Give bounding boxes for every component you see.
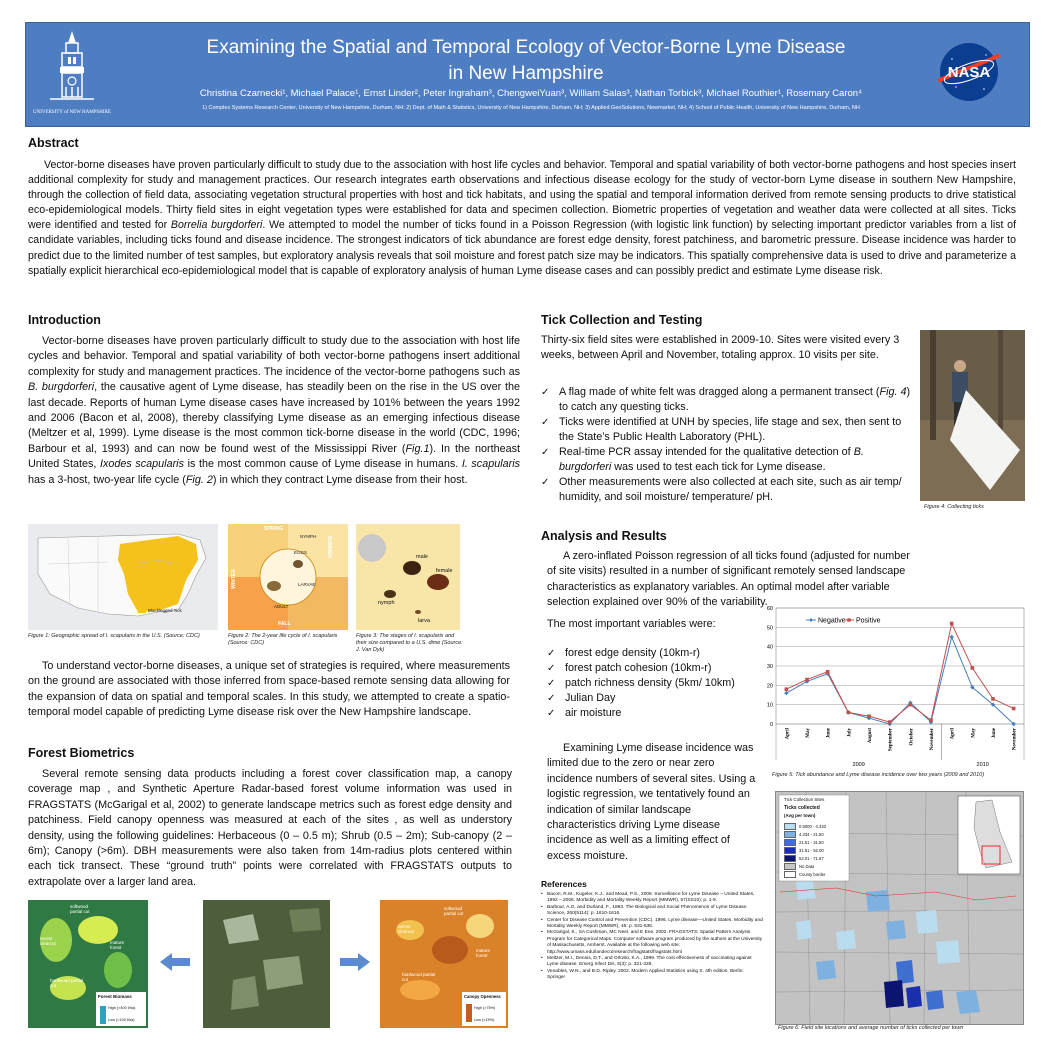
reference-item: • Venables, W.N., and B.D. Ripley. 2002. Modern Applied Statistics using S. 4th edition. Berlin: Springer (541, 969, 763, 982)
list-item-text: forest patch cohesion (10km-r) (565, 662, 712, 674)
x-tick-label: September (888, 728, 894, 752)
x-tick-label: October (909, 728, 915, 746)
check-icon: ✓ (541, 477, 550, 488)
map-legend-label: 52.01 - 71.67 (799, 855, 824, 861)
data-point-positive (888, 720, 892, 724)
map-legend-swatch (784, 871, 796, 878)
list-item-text: air moisture (565, 707, 622, 719)
biomass-map-label: recent clearcut (40, 936, 56, 946)
year-group-label: 2009 (852, 762, 865, 768)
x-tick-label: May (971, 728, 977, 738)
map-legend-swatch (784, 863, 796, 870)
forest-biometrics-text: Several remote sensing data products including a forest cover classification map, a canopy coverage map , and Synthetic Aperture Radar-based forest volume information was used in FRAGSTATS (McGarigal et al, 2002) to generate landscape metrics such as forest edge density and patchiness. Field canopy openness was measured at each of the sites , as well as understory density, using the following guidelines: Herbaceous (0 – 0.5 m); Shrub (0.5 – 2m); Sub-canopy (2 – 6m); Canopy (>6m). DBH measurements were also taken from 14m-radius plots centered within each tick transect. These “ground truth” points were correlated with FRAGSTATS outputs to extrapolate over a larger land area. (28, 768, 512, 888)
abstract-text (28, 158, 1016, 279)
intro-italic: B. burgdorferi (28, 381, 95, 394)
unh-logo (32, 29, 112, 119)
intro-text: Vector-borne diseases have proven particularly difficult to study due to the association with host life cycles and behavior. Temporal and spatial variability of both vector-borne pathogens insert additional complexity for study and management practices. The incidence of the vector-borne pathogens such as (28, 335, 520, 378)
check-icon: ✓ (541, 417, 550, 428)
map-legend-swatch (784, 855, 796, 862)
data-point-positive (805, 678, 809, 682)
map-legend-label: County border (799, 871, 826, 877)
intro-text: ) in which they contract Lyme disease from their host. (212, 473, 468, 486)
fig1-legend-label: Blacklegged Tick (148, 608, 182, 613)
nasa-logo-text: NASA (947, 64, 991, 81)
year-group-label: 2010 (976, 762, 989, 768)
legend-label: Positive (856, 617, 881, 625)
y-tick-label: 40 (766, 644, 773, 651)
references-heading: References (541, 879, 587, 889)
biomass-legend-high: High (>400 t/ha) (108, 1006, 136, 1010)
fig2-label: SUMMER (326, 535, 333, 559)
map-legend-title-2: Ticks collected (784, 805, 820, 811)
data-point-positive (867, 714, 871, 718)
fig3-label: nymph (378, 600, 395, 606)
tick-collection-intro: Thirty-six field sites were established in 2009-10. Sites were visited every 3 weeks, between April and November, totaling approx. 10 visits per site. (541, 334, 900, 362)
intro-text: is the most common cause of Lyme disease in humans. (183, 458, 462, 471)
forest-classification-graphic (203, 900, 330, 1028)
tick-collection-list (541, 385, 913, 505)
intro-italic: Ixodes scapularis (99, 458, 184, 471)
data-point-positive (785, 687, 789, 691)
map-legend-label: 31.51 - 52.00 (799, 847, 824, 853)
list-item-text: Ticks were identified at UNH by species, life stage and sex, then sent to the State’s Public Health Laboratory (PHL). (559, 416, 902, 443)
figure-6-caption: Figure 6: Field site locations and average number of ticks collected per town (778, 1025, 964, 1031)
data-point-positive (971, 666, 975, 670)
figure-1-us-map (28, 524, 218, 630)
analysis-text-1: A zero-inflated Poisson regression of all ticks found (adjusted for number of site visits) resulted in a number of significant remotely sensed landscape characteristics as explanatory variables. An optimal model after variable selection explained over 90% of the variability. (547, 550, 910, 609)
intro-italic: I. scapularis (461, 458, 520, 471)
y-tick-label: 20 (766, 683, 773, 690)
x-tick-label: June (992, 728, 997, 739)
nasa-logo (934, 41, 1004, 103)
x-tick-label: May (806, 728, 811, 738)
figure-6-nh-map (775, 791, 1024, 1025)
x-tick-label: August (868, 728, 873, 744)
check-icon: ✓ (547, 678, 556, 689)
us-map-graphic (28, 524, 218, 630)
biomass-map-label: mature forest (110, 940, 125, 950)
list-item (541, 385, 913, 415)
list-item (541, 475, 913, 505)
title-banner (25, 22, 1030, 127)
figure-5-caption: Figure 5: Tick abundance and Lyme disease incidence over two years (2009 and 2010) (772, 772, 985, 778)
intro-text: ). In the northeast United States, (28, 442, 520, 471)
affiliations: 1) Complex Systems Research Center, University of New Hampshire, Durham, NH; 2) Dept. of Math & Statistics, University of New Hampshire, Durham, NH; 3) Applied GeoSolutions, Newmarket, NH; 4) School of Public Health, University of New Hampshire, Durham, NH (202, 105, 860, 111)
poster-title-line-1: Examining the Spatial and Temporal Ecology of Vector-Borne Lyme Disease (206, 37, 846, 58)
figure-5-line-chart (758, 600, 1030, 772)
list-item-text: patch richness density (5km/ 10km) (565, 677, 735, 689)
collecting-ticks-photo (920, 330, 1025, 501)
data-point-positive (909, 703, 913, 707)
reference-item: • Center for Disease Control and Prevention (CDC). 1996. Lyme disease—United States. Morbidity and Mortality Weekly Report (MMWR), 46: p. 531-535. (541, 918, 763, 931)
data-point-positive (929, 718, 933, 722)
check-icon: ✓ (547, 648, 556, 659)
list-item (547, 646, 767, 661)
list-item (547, 661, 767, 676)
introduction-paragraph-1 (28, 334, 520, 488)
list-item-text: Real-time PCR assay intended for the qualitative detection of (559, 446, 854, 458)
biomass-legend-low: Low (<100 t/ha) (108, 1018, 135, 1022)
canopy-openness-map (380, 900, 508, 1028)
figure-2-life-cycle (228, 524, 348, 630)
analysis-heading: Analysis and Results (541, 529, 667, 543)
reference-item: • Barbour, A.G. and Durland, F., 1993. The Biological and Social Phenomenon of Lyme Disease. Science, 260(5114): p. 1610-1616. (541, 905, 763, 918)
data-point-positive (826, 670, 830, 674)
x-tick-label: November (1012, 728, 1018, 751)
data-point-positive (950, 622, 954, 626)
fig3-label: male (416, 554, 428, 560)
introduction-paragraph-2: To understand vector-borne diseases, a unique set of strategies is required, where measurements on the ground are associated with those inferred from space-based remote sensing data allowing for the expansion of data on spatial and temporal scales. In this study, we attempted to create a spatio-temporal model capable of predicting Lyme disease risk over the New Hampshire landscape. (28, 660, 510, 719)
authors: Christina Czarnecki¹, Michael Palace¹, Ernst Linder², Peter Ingraham³, ChengweiYuan³, William Salas³, Nathan Torbick³, Michael Routhier¹, Rosemary Caron⁴ (199, 88, 863, 99)
list-item-text: ) to catch any questing ticks. (559, 386, 911, 413)
variables-intro: The most important variables were: (547, 618, 716, 630)
map-legend-label: 21.51 - 31.50 (799, 839, 824, 845)
check-icon: ✓ (547, 708, 556, 719)
x-tick-label: July (847, 728, 853, 738)
figure-4-photo (920, 330, 1025, 501)
map-legend-items (784, 822, 826, 878)
map-legend-swatch (784, 823, 796, 830)
unh-logo-text: UNIVERSITY of NEW HAMPSHIRE (33, 110, 111, 115)
introduction-heading: Introduction (28, 313, 101, 327)
canopy-map-label: mature forest (476, 948, 491, 958)
biomass-map-label: hardwood partial cut (50, 978, 84, 988)
map-legend-swatch (784, 839, 796, 846)
biomass-map-label: softwood partial cut (70, 904, 90, 914)
map-legend-item (784, 838, 826, 846)
x-tick-label: June (826, 728, 832, 739)
figure-2-caption: Figure 2: The 2-year life cycle of I. scapularis (Source: CDC) (228, 633, 338, 646)
canopy-legend-low: Low (<15%) (474, 1018, 495, 1022)
tick-stages-graphic (356, 524, 460, 630)
map-legend-item (784, 846, 826, 854)
fig3-label: larva (418, 618, 430, 624)
fig2-label: EGGS (294, 550, 308, 555)
list-item-text: Other measurements were also collected at each site, such as air temp/ humidity, and soil moisture/ temperature/ pH. (559, 476, 902, 503)
forest-classification-image (203, 900, 330, 1028)
y-tick-label: 10 (766, 702, 773, 709)
list-item-text: forest edge density (10km-r) (565, 647, 701, 659)
variables-list (547, 646, 767, 721)
forest-biometrics-heading: Forest Biometrics (28, 746, 135, 760)
map-legend-item (784, 822, 826, 830)
canopy-map-label: hardwood partial cut (402, 972, 436, 982)
map-legend-label: 4.334 - 21.50 (799, 831, 824, 837)
check-icon: ✓ (547, 693, 556, 704)
list-item-text: Julian Day (565, 692, 616, 704)
figure-4-caption: Figure 4: Collecting ticks (924, 504, 984, 510)
list-item (547, 691, 767, 706)
abstract-text-part: Vector-borne diseases have proven particularly difficult to study due to the association with host life cycles and behavior. Temporal and spatial variability of both vector-borne pathogens and host species insert additional complexity for study and management practices. Our research integrates earth observations and infectious disease ecology for the study of vector-born Lyme disease in southern New Hampshire, through the collection of field data, associating vegetation structural properties with host and tick habitats, and using the spatial and temporal information derived from remote sensing products to drive statistical eco-epidemiological models. Thirty field sites in eight vegetation types were established for data and specimen collection. Biometric properties of vegetation and weather data were collected at all sites. Ticks were identified and tested for (28, 159, 1016, 232)
list-item (541, 415, 913, 445)
data-point-positive (1012, 707, 1016, 711)
map-legend-title-1: Tick Collection Sites (784, 797, 825, 802)
y-tick-label: 60 (766, 606, 773, 612)
x-tick-label: April (785, 728, 791, 740)
intro-italic: Fig. 2 (185, 473, 213, 486)
list-item-text: was used to test each tick for Lyme disease. (611, 461, 826, 473)
list-item-text: A flag made of white felt was dragged along a permanent transect ( (559, 386, 880, 398)
list-item-italic: Fig. 4 (879, 386, 907, 398)
list-item (547, 676, 767, 691)
figure-3-tick-stages (356, 524, 460, 630)
poster-title-line-2: in New Hampshire (448, 63, 604, 84)
right-arrow-icon (338, 952, 372, 972)
reference-item: • McGarigal, K., SA Cushman, MC Neel, and E Ene. 2002. FRAGSTATS: Spatial Pattern Analysis Program for Categorical Maps. Computer software program produced by the authors at the University of Massachusetts, Amherst. Available at the following web site: http://www.umass.edu/landeco/research/fragstats/fragstats.html (541, 930, 763, 956)
tick-collection-heading: Tick Collection and Testing (541, 313, 703, 327)
fig2-label: ADULT (274, 604, 289, 609)
check-icon: ✓ (547, 663, 556, 674)
map-legend-label: No Data (799, 863, 815, 869)
map-legend-label: 0.5000 - 4.333 (799, 823, 827, 829)
abstract-italic-term: Borrelia burgdorferi (170, 219, 263, 232)
map-legend-item (784, 854, 826, 862)
canopy-legend-high: High (>75%) (474, 1006, 496, 1010)
data-point-positive (991, 697, 995, 701)
map-legend-title-3: (Avg per town) (784, 813, 816, 818)
intro-italic: Fig.1 (405, 442, 430, 455)
fig2-label: WINTER (230, 569, 237, 589)
reference-item: • Bacon, R.M., Kugeler, K.J., and Mead, P.S., 2008. Surveillance for Lyme Disease – United States, 1992 – 2006. Morbidity and Mortality Weekly Report (MMWR), 57(SS10): p. 1-9. (541, 892, 763, 905)
fig2-label: SPRING (264, 526, 284, 532)
canopy-map-label: softwood partial cut (444, 906, 464, 916)
fig2-label: LARVAE (298, 582, 316, 587)
canopy-map-label: recent clearcut (398, 924, 414, 934)
legend-marker (847, 618, 850, 621)
abstract-heading: Abstract (28, 136, 79, 150)
list-item-italic: B. burgdorferi (559, 446, 864, 473)
data-point-positive (847, 711, 851, 715)
forest-biomass-map (28, 900, 148, 1028)
intro-text: has a 3-host, two-year life cycle ( (28, 473, 186, 486)
reference-item: • Meltzer, M.I., Dennis, D.T., and Orloski, K.A., 1999. The cost effectiveness of vaccinating against Lyme disease. Emerg Infect Dis, 5(3): p. 321-328. (541, 956, 763, 969)
canopy-legend-title: Canopy Openness (464, 994, 501, 999)
x-tick-label: April (950, 728, 956, 740)
fig3-label: female (436, 568, 453, 574)
references-list (541, 892, 763, 982)
map-legend-item (784, 830, 826, 838)
analysis-text-2: Examining Lyme disease incidence was limited due to the zero or near zero incidence numbers of several sites. Using a logistic regression, we tentatively found an indication of similar landscape characteristics driving Lyme disease incidence as well as a limiting effect of excess moisture. (547, 742, 756, 862)
map-legend-swatch (784, 847, 796, 854)
y-tick-label: 50 (766, 625, 773, 632)
biomass-legend-title: Forest Biomass (98, 994, 132, 999)
map-legend-item (784, 862, 826, 870)
list-item (547, 706, 767, 721)
figure-3-caption: Figure 3: The stages of I. scapularis and their size compared to a U.S. dime (Source: J. Van Dyk) (356, 633, 463, 653)
intro-text: , the causative agent of Lyme disease, has steadily been on the rise in the US over the last decade. Reports of human Lyme disease cases have increased by 101% between the years 1992 and 2006 (Bacon et al, 2008), thereby classifying Lyme disease as an emerging infectious disease (Meltzer et al, 1999). Lyme disease is the most common tick-borne disease in the world (CDC, 1996; Barbour et al, 1993) and can now be found west of the Mississippi River ( (28, 381, 521, 455)
check-icon: ✓ (541, 387, 550, 398)
x-tick-label: November (930, 728, 935, 751)
list-item (541, 445, 913, 475)
map-legend-swatch (784, 831, 796, 838)
legend-label: Negative (818, 617, 846, 625)
abstract-text-part: . We attempted to model the number of ticks found in a Poisson Regression (with logistic link function) by selecting important predictor variables from a list of candidate variables, including ticks found and disease incidence. The strongest indicators of tick abundance are forest edge density, forest patchiness, and barometric pressure. Disease incidence was harder to predict due to the limited number of test samples, but exploratory analysis reveals that soil moisture and forest patch size may be indicators. This spatially comprehensive data is used to drive and parameterize a spatially explicit hierarchical eco-epidemiological model that is capable of exploratory analysis of human Lyme disease cases and can possibly predict and estimate Lyme disease risk. (28, 219, 1017, 277)
check-icon: ✓ (541, 447, 550, 458)
figure-1-caption: Figure 1: Geographic spread of I. scapularis in the U.S. (Source: CDC) (28, 633, 200, 639)
fig2-label: FALL (278, 621, 291, 627)
y-tick-label: 0 (769, 722, 773, 728)
y-tick-label: 30 (766, 664, 773, 670)
left-arrow-icon (158, 952, 192, 972)
map-legend-item (784, 870, 826, 878)
fig2-label: NYMPH (300, 534, 317, 539)
